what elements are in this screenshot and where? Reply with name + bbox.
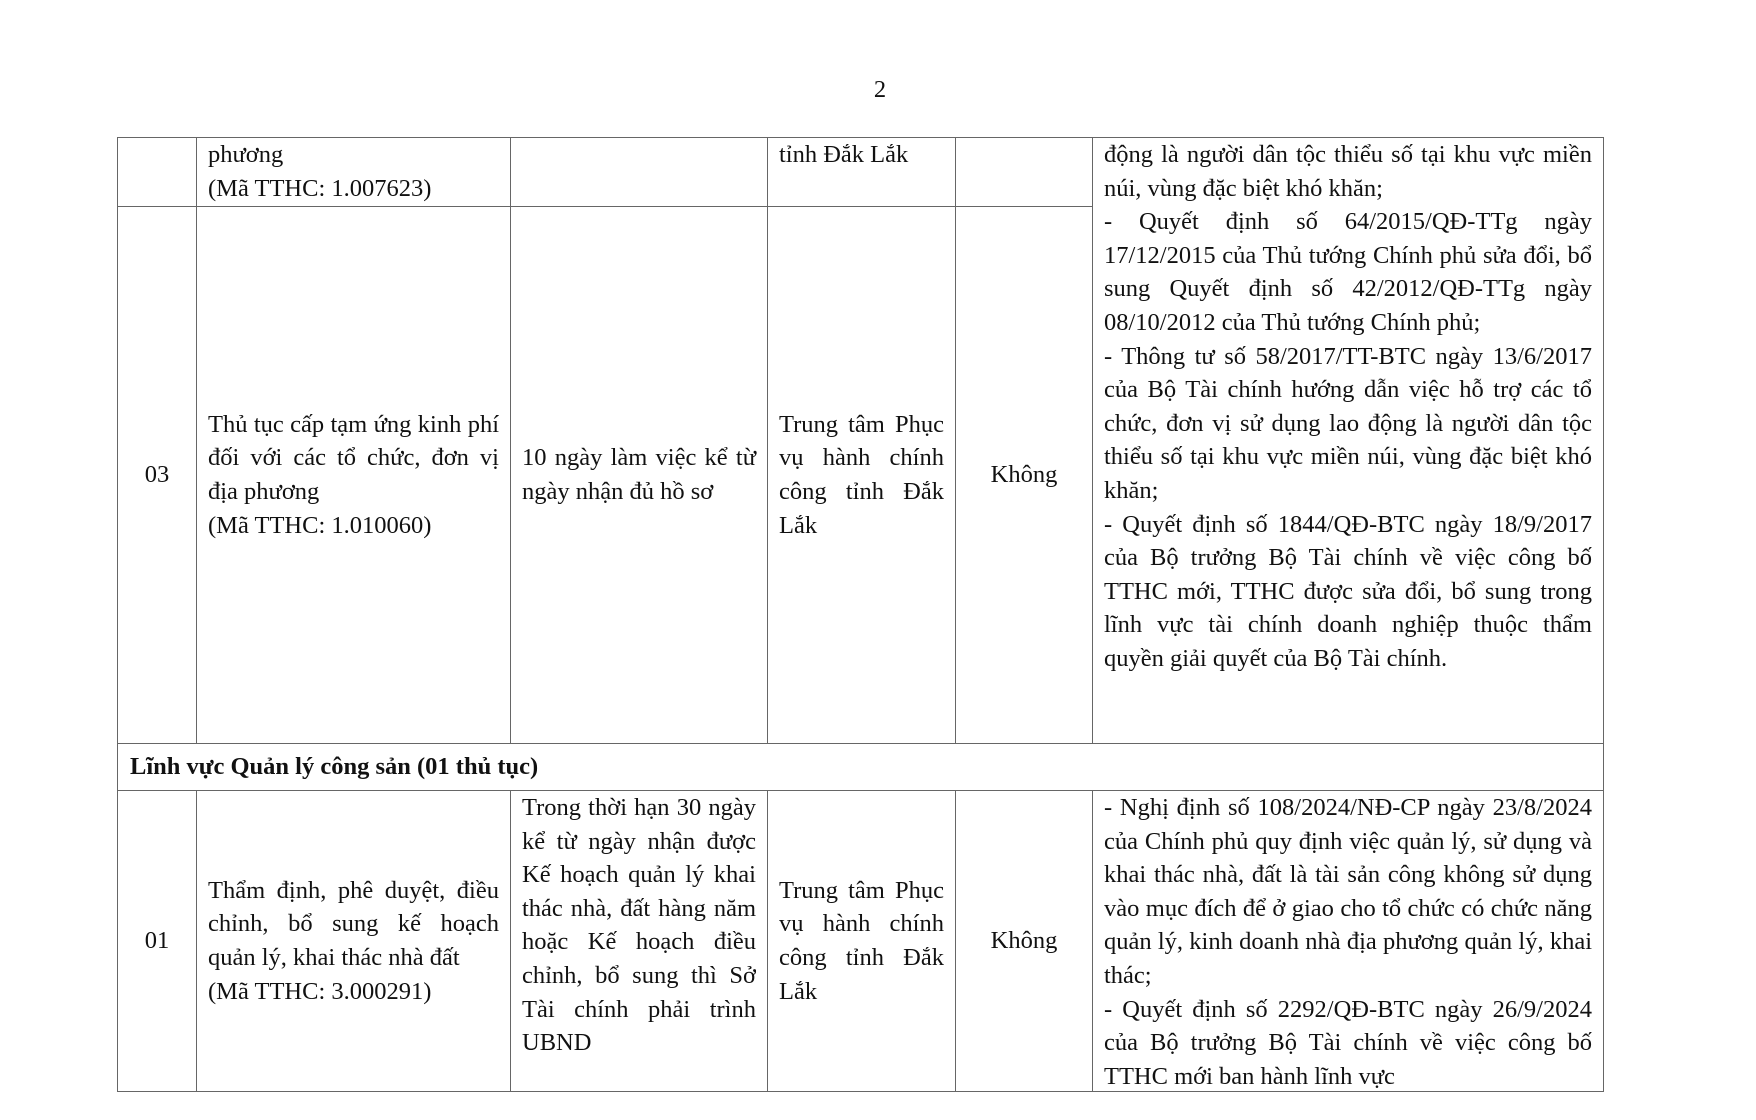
legal-basis <box>1093 791 1604 1092</box>
procedure-code: (Mã TTHC: 1.007623) <box>208 174 432 202</box>
fee-text: Không <box>990 927 1058 955</box>
page-number: 2 <box>873 76 887 103</box>
legal-basis-item: - Nghị định số 108/2024/NĐ-CP ngày 23/8/2024 của Chính phủ quy định việc quản lý, sử dụng và khai thác nhà, đất là tài sản công không sử dụng vào mục đích để ở giao cho tổ chức có chức năng quản lý, kinh doanh nhà địa phương quản lý, khai thác; <box>1104 794 1592 989</box>
procedure-code: (Mã TTHC: 3.000291) <box>208 977 432 1005</box>
processing-time <box>511 791 768 1092</box>
legal-basis-item: - Thông tư số 58/2017/TT-BTC ngày 13/6/2017 của Bộ Tài chính hướng dẫn việc hỗ trợ các tổ chức, đơn vị sử dụng lao động là người dân tộc thiểu số tại khu vực miền núi, vùng đặc biệt khó khăn; <box>1104 342 1592 504</box>
section-row <box>118 744 1604 791</box>
procedure-name-line: Thẩm định, phê duyệt, điều chỉnh, bổ sung kế hoạch quản lý, khai thác nhà đất <box>208 876 499 971</box>
row-number <box>118 791 197 1092</box>
table-row <box>118 791 1604 1092</box>
fee: Không <box>956 207 1093 744</box>
row-number-text: 01 <box>144 927 170 955</box>
row-number <box>118 138 197 207</box>
row-number: 03 <box>118 207 197 744</box>
procedures-table <box>117 137 1604 1092</box>
procedure-code: (Mã TTHC: 1.010060) <box>208 511 432 539</box>
receiving-place <box>768 791 956 1092</box>
legal-basis <box>1093 138 1604 744</box>
legal-basis-item: động là người dân tộc thiểu số tại khu vực miền núi, vùng đặc biệt khó khăn; <box>1104 141 1592 202</box>
legal-basis-item: - Quyết định số 2292/QĐ-BTC ngày 26/9/2024 của Bộ trưởng Bộ Tài chính về việc công bố TTHC mới ban hành lĩnh vực <box>1104 995 1592 1090</box>
procedure-name-line: phương <box>208 141 284 168</box>
receiving-place: tỉnh Đắk Lắk <box>768 138 956 207</box>
processing-time <box>511 138 768 207</box>
procedure-name-line: Thủ tục cấp tạm ứng kinh phí đối với các tổ chức, đơn vị địa phương <box>208 410 499 505</box>
processing-time-text: Trong thời hạn 30 ngày kể từ ngày nhận được Kế hoạch quản lý khai thác nhà, đất hàng năm hoặc Kế hoạch điều chỉnh, bổ sung thì Sở Tài chính phải trình UBND <box>522 794 756 1057</box>
receiving-place: Trung tâm Phục vụ hành chính công tỉnh Đắk Lắk <box>768 207 956 744</box>
legal-basis-item: - Quyết định số 64/2015/QĐ-TTg ngày 17/12/2015 của Thủ tướng Chính phủ sửa đổi, bổ sung Quyết định số 42/2012/QĐ-TTg ngày 08/10/2012 của Thủ tướng Chính phủ; <box>1104 208 1592 336</box>
procedure-name <box>197 207 511 744</box>
processing-time: 10 ngày làm việc kể từ ngày nhận đủ hồ sơ <box>511 207 768 744</box>
procedure-name <box>197 138 511 207</box>
table-row <box>118 138 1604 207</box>
fee <box>956 138 1093 207</box>
section-title: Lĩnh vực Quản lý công sản (01 thủ tục) <box>118 744 1604 791</box>
fee <box>956 791 1093 1092</box>
procedure-name <box>197 791 511 1092</box>
legal-basis-item: - Quyết định số 1844/QĐ-BTC ngày 18/9/2017 của Bộ trưởng Bộ Tài chính về việc công bố TTHC mới, TTHC được sửa đổi, bổ sung trong lĩnh vực tài chính doanh nghiệp thuộc thẩm quyền giải quyết của Bộ Tài chính. <box>1104 510 1592 672</box>
receiving-place-text: Trung tâm Phục vụ hành chính công tỉnh Đắk Lắk <box>779 876 944 1005</box>
